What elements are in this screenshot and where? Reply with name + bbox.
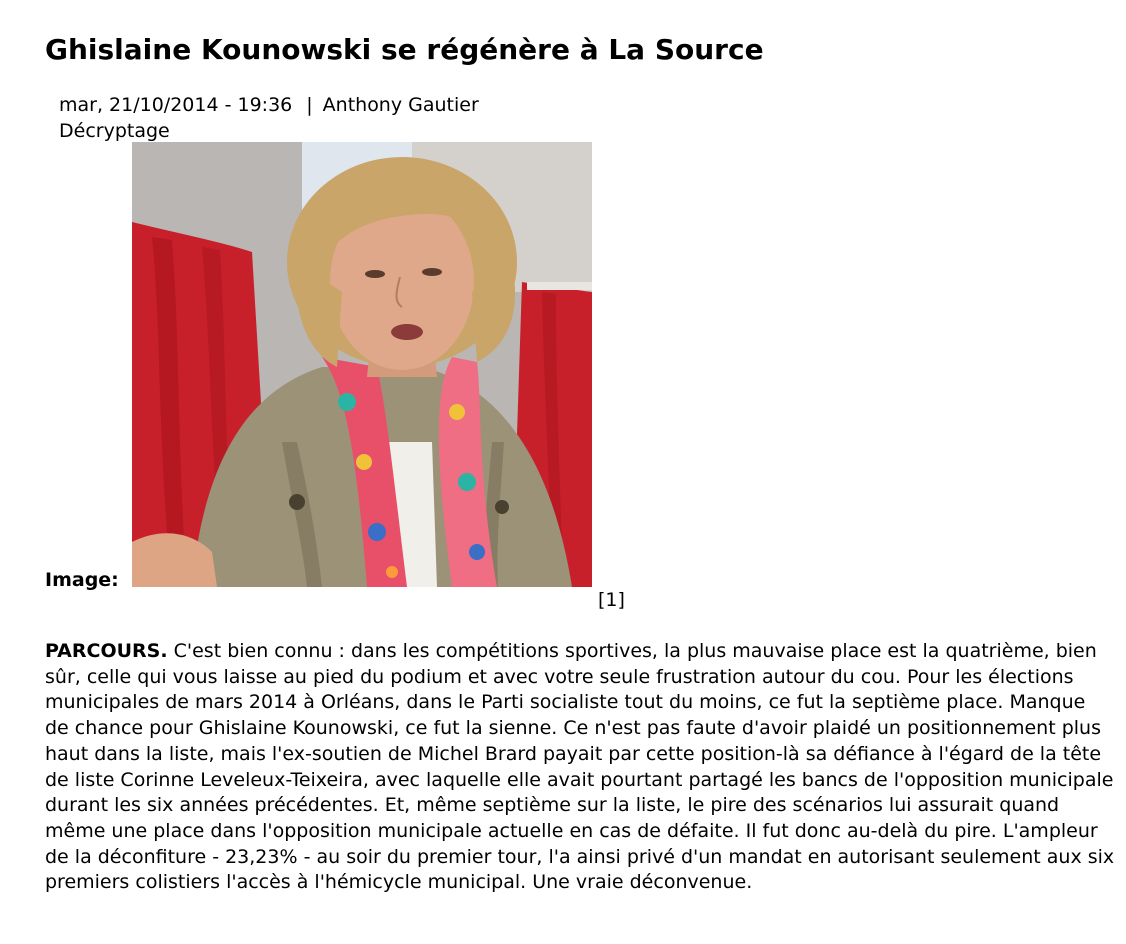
article-body-text: C'est bien connu : dans les compétitions sportives, la plus mauvaise place est la quatrième, bien sûr, celle qui vous laisse au pied du podium et avec votre seule frustration autour du cou. Pour les élections municipales de mars 2014 à Orléans, dans le Parti socialiste tout du moins, ce fut la septième place. Manque de chance pour Ghislaine Kounowski, ce fut la sienne. Ce n'est pas faute d'avoir plaidé un positionnement plus haut dans la liste, mais l'ex-soutien de Michel Brard payait par cette position-là sa défiance à l'égard de la tête de liste Corinne Leveleux-Teixeira, avec laquelle elle avait pourtant partagé les bancs de l'opposition municipale durant les six années précédentes. Et, même septième sur la liste, le pire des scénarios lui assurait quand même une place dans l'opposition municipale actuelle en cas de défaite. Il fut donc au-delà du pire. L'ampleur de la déconfiture - 23,23% - au soir du premier tour, l'a ainsi privé d'un mandat en autorisant seulement aux six premiers colistiers l'accès à l'hémicycle municipal. Une vraie déconvenue. bbox=[45, 640, 1115, 894]
image-reference-link[interactable]: [1] bbox=[598, 589, 625, 611]
article-category[interactable]: Décryptage bbox=[59, 120, 170, 142]
article-date: mar, 21/10/2014 - 19:36 bbox=[59, 94, 293, 116]
article-body bbox=[45, 639, 1115, 896]
image-label: Image: bbox=[45, 569, 119, 591]
article-photo bbox=[132, 142, 592, 587]
article-title: Ghislaine Kounowski se régénère à La Source bbox=[45, 33, 764, 66]
article-author[interactable]: Anthony Gautier bbox=[322, 94, 479, 116]
meta-separator: | bbox=[306, 94, 313, 116]
article-meta bbox=[59, 92, 479, 118]
article-lead: PARCOURS. bbox=[45, 640, 168, 662]
